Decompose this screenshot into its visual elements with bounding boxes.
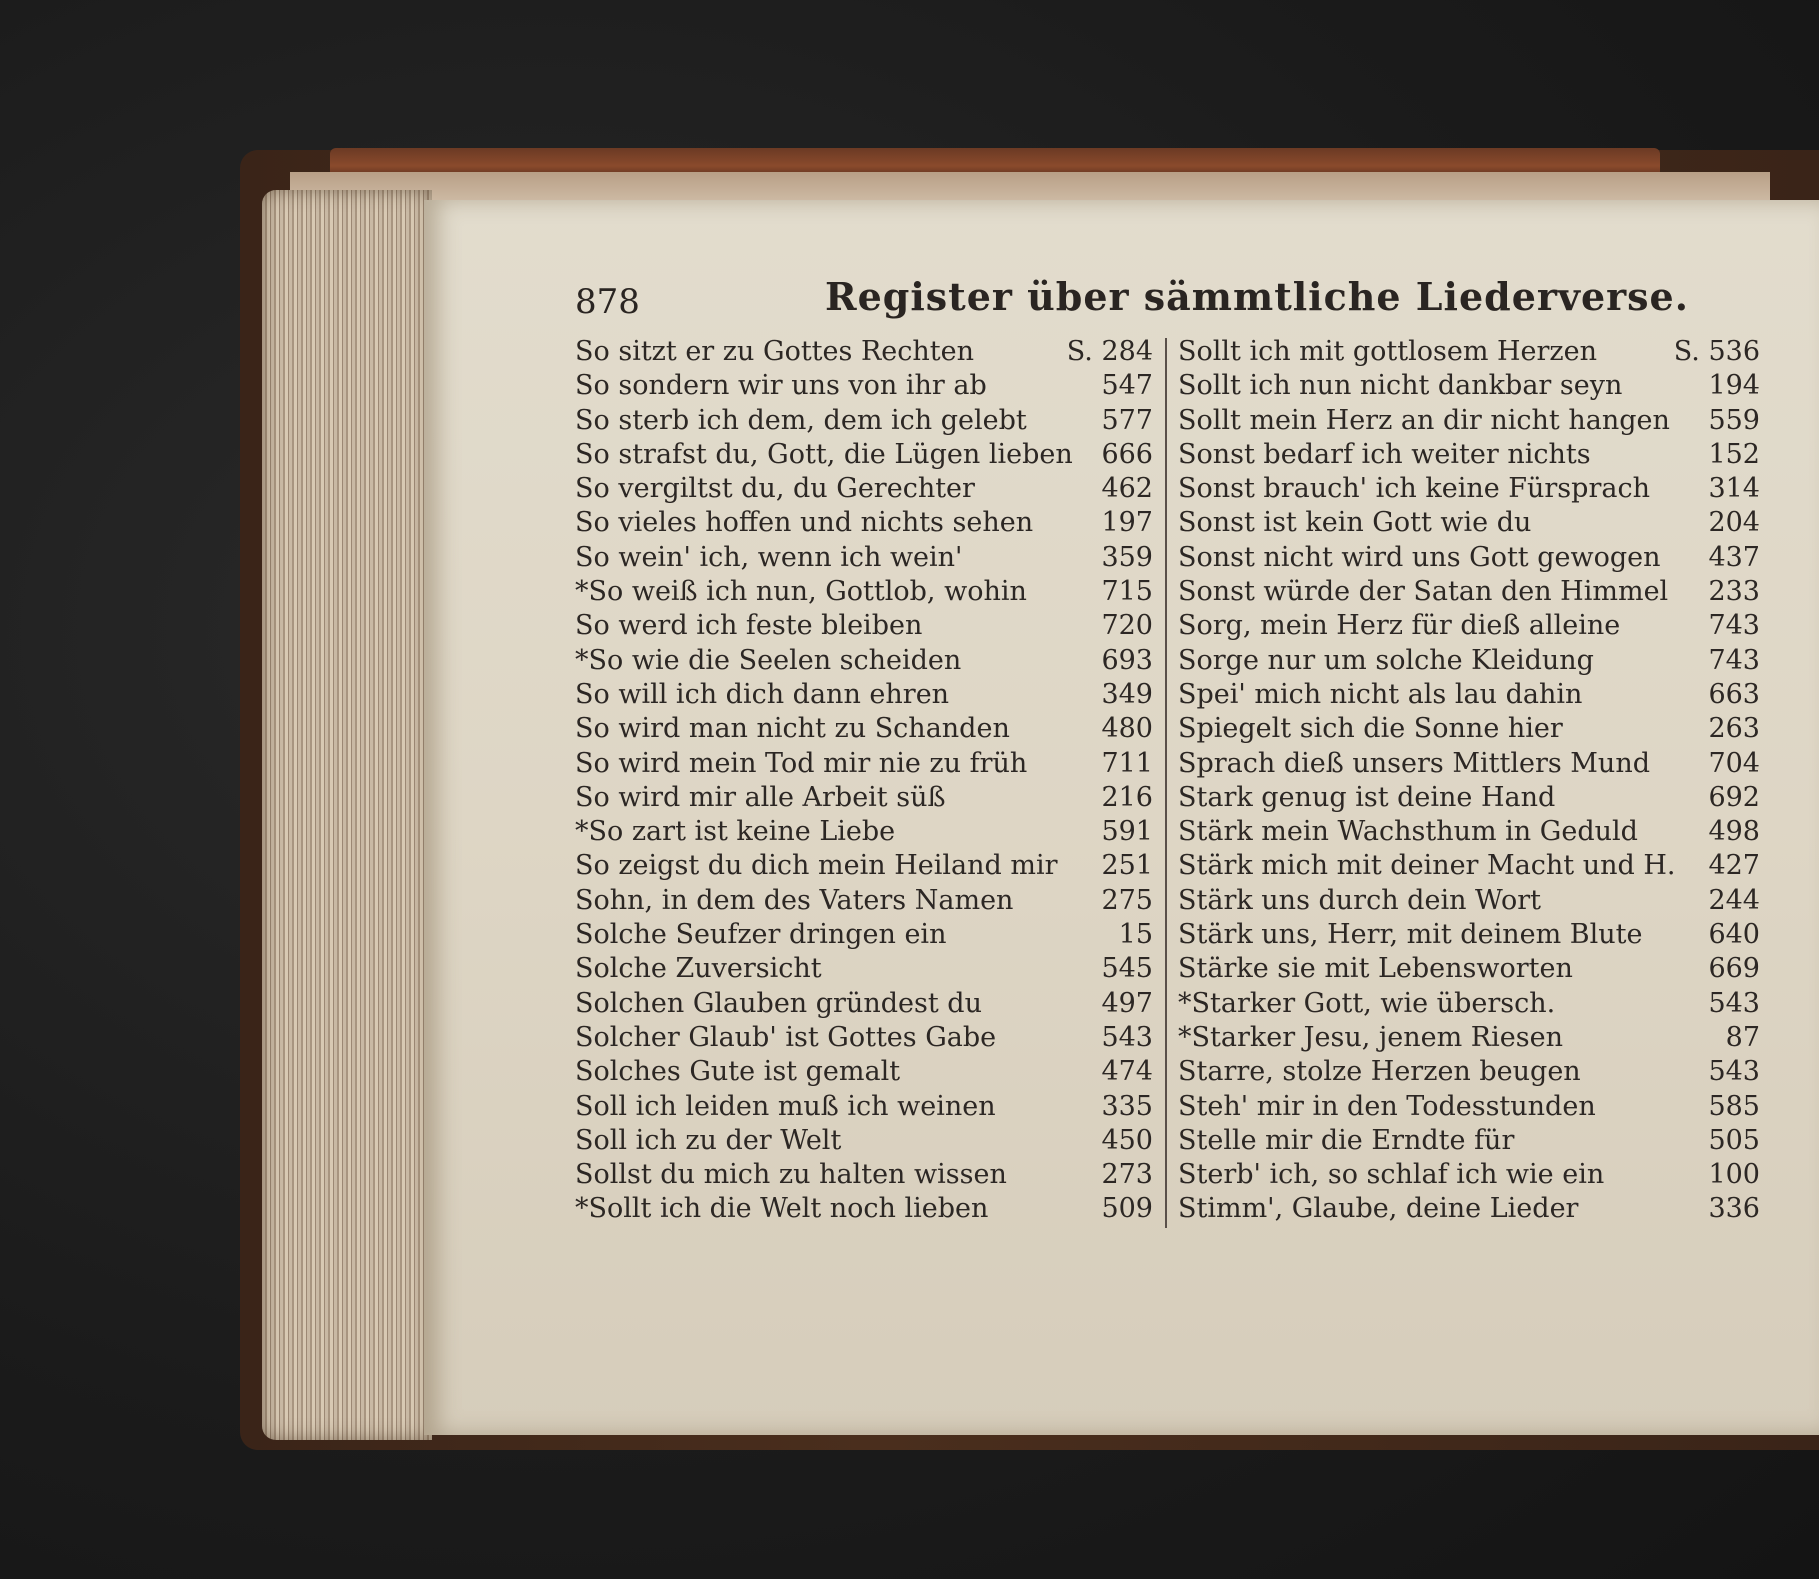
page-reference: S. 536 [1673, 336, 1760, 367]
verse-incipit: So sitzt er zu Gottes Rechten [575, 336, 974, 367]
page-reference: 462 [1101, 473, 1153, 505]
column-divider [1165, 338, 1167, 1228]
page-reference: 591 [1101, 816, 1153, 848]
page-reference: 15 [1118, 919, 1153, 951]
page-reference: 152 [1708, 438, 1760, 470]
index-entry [575, 1192, 1153, 1226]
page-reference: 349 [1101, 678, 1153, 710]
page-reference: 197 [1101, 507, 1153, 539]
page-reference: 666 [1101, 438, 1153, 470]
verse-incipit: So wird man nicht zu Schanden [575, 713, 1010, 745]
page-edges [262, 190, 432, 1440]
page-reference: 720 [1101, 610, 1153, 642]
verse-incipit: So vergiltst du, du Gerechter [575, 473, 975, 505]
verse-incipit: Stärk mein Wachsthum in Geduld [1178, 816, 1638, 848]
page-reference: 543 [1101, 1021, 1153, 1053]
index-entry [575, 609, 1153, 643]
page-reference: 692 [1708, 781, 1760, 813]
page-reference: 233 [1708, 576, 1760, 608]
verse-incipit: So sondern wir uns von ihr ab [575, 370, 987, 402]
index-entry [575, 849, 1153, 883]
index-entry [575, 335, 1153, 369]
verse-incipit: *So zart ist keine Liebe [575, 816, 896, 848]
index-entry [1178, 506, 1760, 540]
verse-incipit: *Sollt ich die Welt noch lieben [575, 1193, 989, 1225]
index-entry [575, 506, 1153, 540]
index-entry [575, 952, 1153, 986]
verse-incipit: Stärk mich mit deiner Macht und H. [1178, 850, 1676, 882]
page-header [575, 268, 1689, 328]
index-column-right [1178, 335, 1760, 1227]
page-reference: 194 [1708, 370, 1760, 402]
page-reference: 450 [1101, 1124, 1153, 1156]
verse-incipit: Stärk uns durch dein Wort [1178, 884, 1541, 916]
index-entry [1178, 987, 1760, 1021]
verse-incipit: *So weiß ich nun, Gottlob, wohin [575, 576, 1027, 608]
verse-incipit: Solche Zuversicht [575, 953, 822, 985]
verse-incipit: *Starker Gott, wie übersch. [1178, 987, 1556, 1019]
page-reference: 204 [1708, 507, 1760, 539]
page-reference: 314 [1708, 473, 1760, 505]
verse-incipit: Sollt mein Herz an dir nicht hangen [1178, 404, 1670, 436]
index-entry [1178, 369, 1760, 403]
index-entry [1178, 747, 1760, 781]
page-reference: 244 [1708, 884, 1760, 916]
index-entry [575, 472, 1153, 506]
page-reference: 273 [1101, 1159, 1153, 1191]
page-reference: 497 [1101, 987, 1153, 1019]
index-entry [575, 987, 1153, 1021]
verse-incipit: Stärke sie mit Lebensworten [1178, 953, 1573, 985]
index-entry [1178, 1021, 1760, 1055]
verse-incipit: Stärk uns, Herr, mit deinem Blute [1178, 919, 1643, 951]
index-entry [1178, 1090, 1760, 1124]
page-reference: 216 [1101, 781, 1153, 813]
index-entry [1178, 541, 1760, 575]
verse-incipit: So wein' ich, wenn ich wein' [575, 541, 963, 573]
page-reference: 577 [1101, 404, 1153, 436]
page-reference: 335 [1101, 1090, 1153, 1122]
verse-incipit: Spei' mich nicht als lau dahin [1178, 678, 1583, 710]
page-reference: 543 [1708, 1056, 1760, 1088]
index-entry [575, 644, 1153, 678]
index-entry [1178, 472, 1760, 506]
index-entry [1178, 918, 1760, 952]
page-reference: 263 [1708, 713, 1760, 745]
index-entry [575, 438, 1153, 472]
verse-incipit: Sollt ich mit gottlosem Herzen [1178, 336, 1598, 367]
index-entry [1178, 1192, 1760, 1226]
page-reference: 711 [1101, 747, 1153, 779]
index-entry [575, 404, 1153, 438]
index-entry [575, 781, 1153, 815]
verse-incipit: Solcher Glaub' ist Gottes Gabe [575, 1021, 997, 1053]
index-entry [1178, 575, 1760, 609]
verse-incipit: Sollt ich nun nicht dankbar seyn [1178, 370, 1623, 402]
verse-incipit: So zeigst du dich mein Heiland mir [575, 850, 1058, 882]
page-reference: 663 [1708, 678, 1760, 710]
page-reference: 559 [1708, 404, 1760, 436]
verse-incipit: Solches Gute ist gemalt [575, 1056, 901, 1088]
verse-incipit: So sterb ich dem, dem ich gelebt [575, 404, 1027, 436]
page-title: Register über sämmtliche Liederverse. [825, 274, 1689, 319]
index-entry [575, 678, 1153, 712]
page-reference: S. 284 [1066, 336, 1153, 367]
page-reference: 585 [1708, 1090, 1760, 1122]
index-entry [1178, 678, 1760, 712]
index-entry [1178, 1124, 1760, 1158]
index-column-left [575, 335, 1153, 1227]
verse-incipit: *Starker Jesu, jenem Riesen [1178, 1021, 1563, 1053]
index-entry [575, 575, 1153, 609]
index-entry [575, 1055, 1153, 1089]
page-reference: 669 [1708, 953, 1760, 985]
verse-incipit: Sonst nicht wird uns Gott gewogen [1178, 541, 1661, 573]
index-entry [1178, 1055, 1760, 1089]
verse-incipit: So will ich dich dann ehren [575, 678, 950, 710]
index-entry [1178, 884, 1760, 918]
index-entry [1178, 644, 1760, 678]
page-reference: 359 [1101, 541, 1153, 573]
page-reference: 498 [1708, 816, 1760, 848]
verse-incipit: Solche Seufzer dringen ein [575, 919, 947, 951]
verse-incipit: Sonst würde der Satan den Himmel [1178, 576, 1669, 608]
index-entry [575, 541, 1153, 575]
index-entry [575, 747, 1153, 781]
index-entry [1178, 609, 1760, 643]
index-entry [1178, 781, 1760, 815]
index-entry [1178, 952, 1760, 986]
index-entry [1178, 438, 1760, 472]
index-entry [575, 918, 1153, 952]
verse-incipit: Sollst du mich zu halten wissen [575, 1159, 1007, 1191]
page-reference: 427 [1708, 850, 1760, 882]
page-reference: 693 [1101, 644, 1153, 676]
page-reference: 474 [1101, 1056, 1153, 1088]
page-reference: 743 [1708, 644, 1760, 676]
verse-incipit: Sonst brauch' ich keine Fürsprach [1178, 473, 1650, 505]
verse-incipit: *So wie die Seelen scheiden [575, 644, 962, 676]
verse-incipit: Stark genug ist deine Hand [1178, 781, 1556, 813]
index-entry [1178, 1158, 1760, 1192]
index-entry [575, 1021, 1153, 1055]
page-reference: 743 [1708, 610, 1760, 642]
verse-incipit: Starre, stolze Herzen beugen [1178, 1056, 1581, 1088]
verse-incipit: So vieles hoffen und nichts sehen [575, 507, 1034, 539]
page-reference: 715 [1101, 576, 1153, 608]
verse-incipit: Sonst ist kein Gott wie du [1178, 507, 1532, 539]
page-reference: 336 [1708, 1193, 1760, 1225]
verse-incipit: Solchen Glauben gründest du [575, 987, 982, 1019]
page-reference: 509 [1101, 1193, 1153, 1225]
index-entry [575, 1090, 1153, 1124]
verse-incipit: Soll ich zu der Welt [575, 1124, 842, 1156]
verse-incipit: So strafst du, Gott, die Lügen lieben [575, 438, 1073, 470]
index-entry [1178, 849, 1760, 883]
page-reference: 505 [1708, 1124, 1760, 1156]
page-reference: 480 [1101, 713, 1153, 745]
verse-incipit: Stelle mir die Erndte für [1178, 1124, 1515, 1156]
index-entry [575, 369, 1153, 403]
page-reference: 543 [1708, 987, 1760, 1019]
page-reference: 87 [1725, 1021, 1760, 1053]
index-entry [1178, 815, 1760, 849]
verse-incipit: Stimm', Glaube, deine Lieder [1178, 1193, 1579, 1225]
page-reference: 545 [1101, 953, 1153, 985]
index-entry [575, 1158, 1153, 1192]
index-entry [575, 1124, 1153, 1158]
verse-incipit: Steh' mir in den Todesstunden [1178, 1090, 1596, 1122]
verse-incipit: Sorge nur um solche Kleidung [1178, 644, 1594, 676]
verse-incipit: Sonst bedarf ich weiter nichts [1178, 438, 1591, 470]
page-reference: 251 [1101, 850, 1153, 882]
page-reference: 437 [1708, 541, 1760, 573]
verse-incipit: Sterb' ich, so schlaf ich wie ein [1178, 1159, 1605, 1191]
index-entry [575, 815, 1153, 849]
page-reference: 640 [1708, 919, 1760, 951]
verse-incipit: So werd ich feste bleiben [575, 610, 923, 642]
page-reference: 275 [1101, 884, 1153, 916]
page-reference: 704 [1708, 747, 1760, 779]
index-entry [1178, 712, 1760, 746]
verse-incipit: Sorg, mein Herz für dieß alleine [1178, 610, 1621, 642]
verse-incipit: Spiegelt sich die Sonne hier [1178, 713, 1563, 745]
verse-incipit: So wird mir alle Arbeit süß [575, 781, 946, 813]
verse-incipit: Sprach dieß unsers Mittlers Mund [1178, 747, 1650, 779]
index-entry [575, 712, 1153, 746]
verse-incipit: So wird mein Tod mir nie zu früh [575, 747, 1028, 779]
page-number: 878 [575, 282, 640, 322]
index-entry [1178, 404, 1760, 438]
index-entry [575, 884, 1153, 918]
verse-incipit: Soll ich leiden muß ich weinen [575, 1090, 996, 1122]
index-entry [1178, 335, 1760, 369]
verse-incipit: Sohn, in dem des Vaters Namen [575, 884, 1014, 916]
page-reference: 547 [1101, 370, 1153, 402]
page-reference: 100 [1708, 1159, 1760, 1191]
